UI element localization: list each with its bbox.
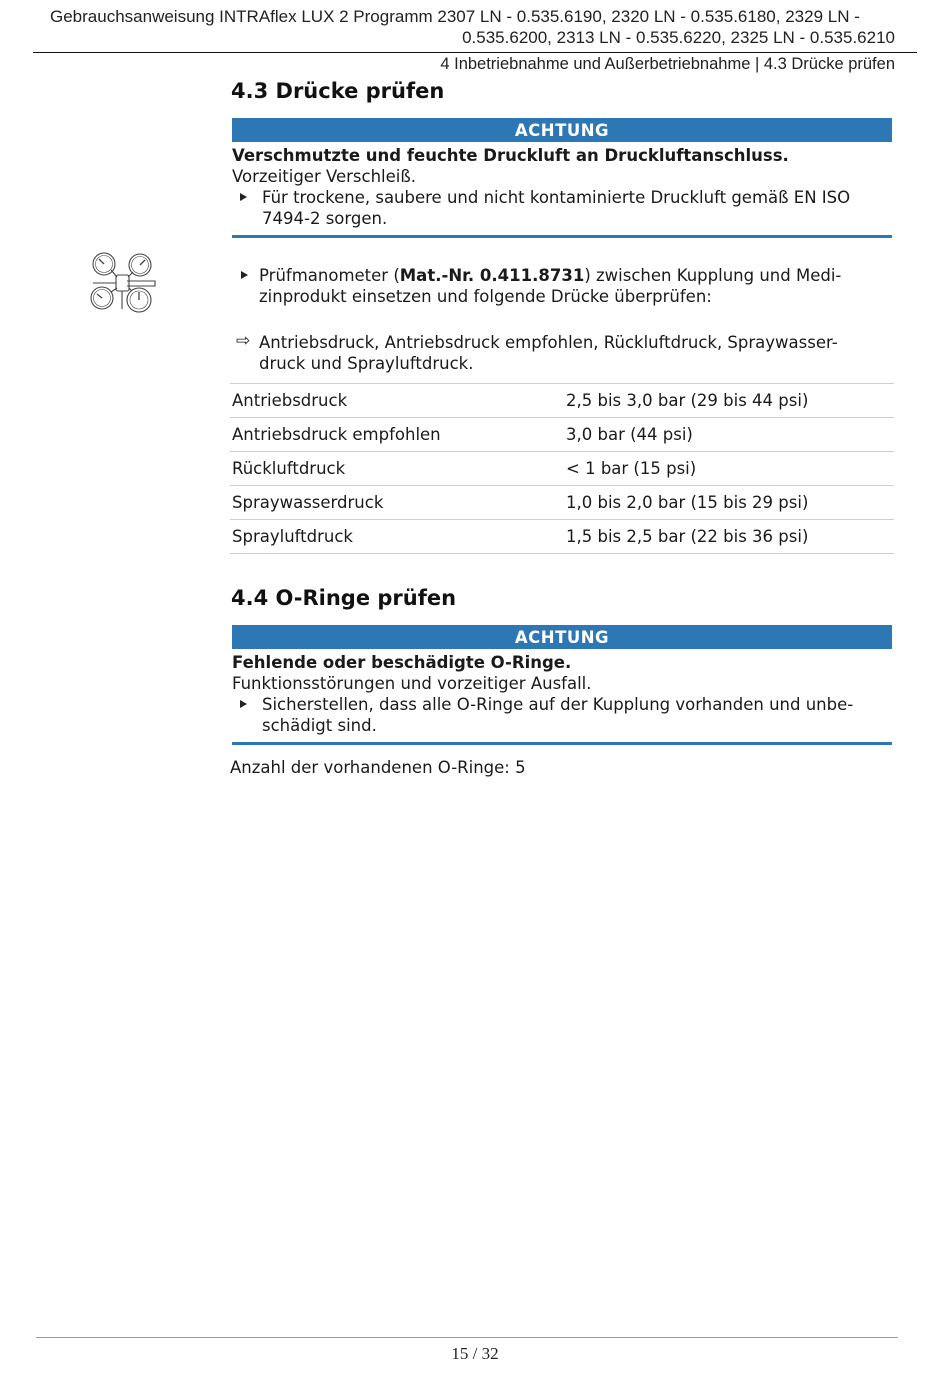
- pressure-value: 2,5 bis 3,0 bar (29 bis 44 psi): [564, 384, 894, 418]
- notice-box-o-rings: [232, 625, 892, 745]
- pressure-label: Spraywasserdruck: [230, 486, 564, 520]
- notice-hazard: Verschmutzte und feuchte Druckluft an Druckluftanschluss.: [232, 146, 789, 165]
- section-heading-4-3: 4.3 Drücke prüfen: [231, 79, 445, 103]
- notice-bottom-rule: [232, 235, 892, 238]
- table-row: [230, 384, 894, 418]
- table-row: [230, 520, 894, 554]
- pressure-label: Rückluftdruck: [230, 452, 564, 486]
- table-row: [230, 452, 894, 486]
- section-heading-4-4: 4.4 O-Ringe prüfen: [231, 586, 457, 610]
- pressure-label: Antriebsdruck empfohlen: [230, 418, 564, 452]
- document-title: [40, 6, 895, 48]
- result-arrow-icon: ⇨: [236, 331, 251, 351]
- material-number: Mat.-Nr. 0.411.8731: [399, 266, 585, 285]
- pressure-value: 1,5 bis 2,5 bar (22 bis 36 psi): [564, 520, 894, 554]
- notice-consequence: Vorzeitiger Verschleiß.: [232, 167, 417, 186]
- pressure-label: Sprayluftdruck: [230, 520, 564, 554]
- pressure-value: 3,0 bar (44 psi): [564, 418, 894, 452]
- instruction-step: [238, 265, 888, 307]
- step-text-before: Prüfmanometer (: [259, 266, 400, 285]
- result-statement: [238, 332, 888, 374]
- notice-label: ACHTUNG: [232, 118, 892, 142]
- notice-action: [232, 187, 892, 229]
- document-title-line2: 0.535.6200, 2313 LN - 0.535.6220, 2325 LN - 0.535.6210: [462, 28, 895, 47]
- header-divider: [33, 52, 917, 53]
- notice-hazard: Fehlende oder beschädigte O-Ringe.: [232, 653, 572, 672]
- notice-box-compressed-air: [232, 118, 892, 238]
- notice-action: [232, 694, 892, 736]
- notice-label: ACHTUNG: [232, 625, 892, 649]
- notice-action-line2: schädigt sind.: [262, 716, 377, 735]
- notice-action-line2: 7494-2 sorgen.: [262, 209, 388, 228]
- o-ring-count: Anzahl der vorhandenen O-Ringe: 5: [230, 758, 526, 777]
- table-row: [230, 418, 894, 452]
- notice-consequence: Funktionsstörungen und vorzeitiger Ausfall.: [232, 674, 592, 693]
- pressure-label: Antriebsdruck: [230, 384, 564, 418]
- step-text-after: ) zwischen Kupplung und Medi-: [584, 266, 842, 285]
- pressure-value: < 1 bar (15 psi): [564, 452, 894, 486]
- notice-action-line1: Sicherstellen, dass alle O-Ringe auf der Kupplung vorhanden und unbe-: [262, 695, 854, 714]
- result-line1: Antriebsdruck, Antriebsdruck empfohlen, Rückluftdruck, Spraywasser-: [259, 333, 838, 352]
- bullet-triangle-icon: [240, 700, 247, 708]
- result-line2: druck und Sprayluftdruck.: [259, 354, 474, 373]
- pressure-table: [230, 383, 894, 554]
- pressure-value: 1,0 bis 2,0 bar (15 bis 29 psi): [564, 486, 894, 520]
- pressure-gauge-manifold-icon: [87, 251, 159, 315]
- step-text-line2: zinprodukt einsetzen und folgende Drücke überprüfen:: [259, 287, 712, 306]
- footer-divider: [36, 1337, 898, 1338]
- bullet-triangle-icon: [241, 271, 248, 279]
- bullet-triangle-icon: [240, 193, 247, 201]
- chapter-breadcrumb: 4 Inbetriebnahme und Außerbetriebnahme | 4.3 Drücke prüfen: [440, 55, 895, 73]
- table-row: [230, 486, 894, 520]
- page-number: 15 / 32: [451, 1344, 499, 1363]
- notice-bottom-rule: [232, 742, 892, 745]
- document-title-line1: Gebrauchsanweisung INTRAflex LUX 2 Programm 2307 LN - 0.535.6190, 2320 LN - 0.535.6180, 2329 LN -: [50, 7, 860, 26]
- notice-action-line1: Für trockene, saubere und nicht kontaminierte Druckluft gemäß EN ISO: [262, 188, 851, 207]
